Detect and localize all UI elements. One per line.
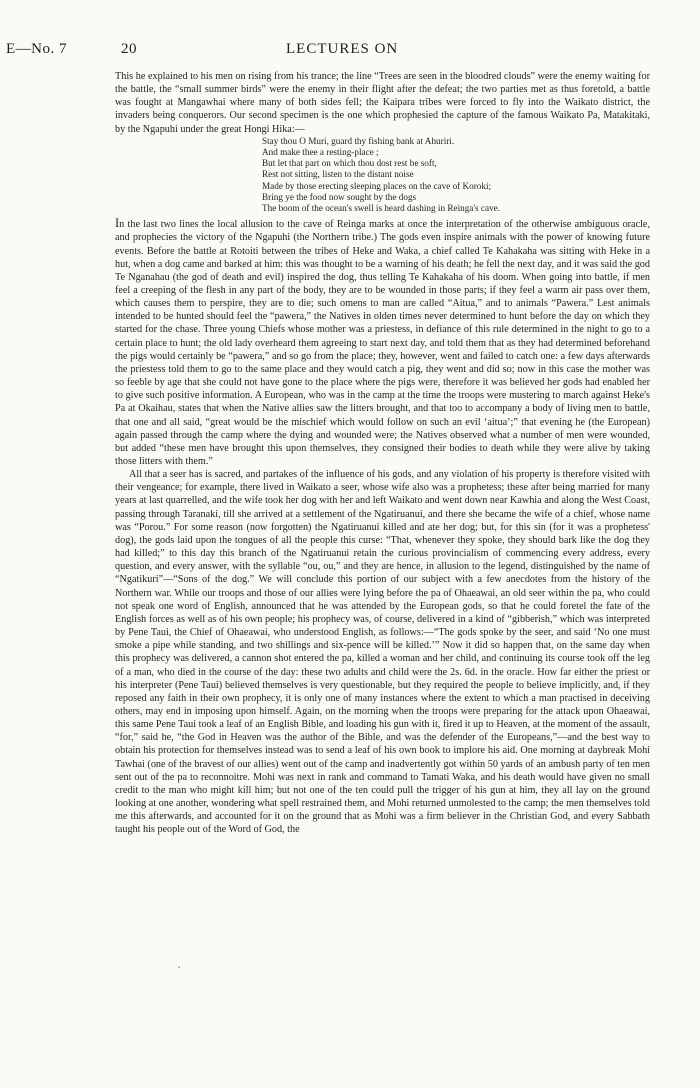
print-speck: ꞏ [178, 963, 181, 972]
paragraph-1: This he explained to his men on rising from his trance; the line “Trees are seen in the bloodred clouds” were the enemy waiting for the battle, the “small summer birds” were the enemy in their flight after the defeat; the two parties met as thus foretold, a battle was fought at Mangawhai where many of both sides fell; the Kaipara tribes were forced to fly into the Waikato district, the invaders being conquerors. Our second specimen is the one which prophesied the capture of the famous Waikato Pa, Matakitaki, by the Ngapuhi under the great Hongi Hika:— [115, 71, 650, 135]
paragraph-3: All that a seer has is sacred, and partakes of the influence of his gods, and any violation of his property is therefore visited with their vengeance; for example, there lived in Waikato a seer, whose wife also was a prophetess; these after being married for many years at last quarrelled, and the wife took her dog with her and left Waikato and went down near Kawhia and along the West Coast, passing through Taranaki, till she arrived at a settlement of the Ngatiruanui, and there she became the wife of a chief, whose name was “Porou.” For some reason (now forgotten) the Ngatiruanui killed and ate her dog; but, for this sin (for it was a prophetess' dog), the gods laid upon the tongues of all the people this curse: “That, whenever they spoke, they should bark like the dog they had killed;” to this day this branch of the Ngatiruanui retain the curious provincialism of commencing every address, every question, and every answer, with the syllable “ou, ou,” and they are hence, in allusion to the legend, distinguished by the name of “Ngatikuri”—“Sons of the dog.” We will conclude this portion of our subject with a few anecdotes from the history of the Northern war. While our troops and those of our allies were lying before the pa of Ohaeawai, an old seer within the pa, who could not speak one word of English, announced that he was attended by the European gods, so that he could foretel the fate of the English forces as well as of his own people; his prophecy was, of course, delivered in a kind of “gibberish,” which was interpreted by Pene Taui, the Chief of Ohaeawai, who understood English, as follows:—“The gods spoke by the seer, and said ‘No one must smoke a pipe while standing, and two shillings and six-pence will be killed.’” Now it did so happen that, on the same day when this prophecy was delivered, a cannon shot entered the pa, killed a woman and her child, and continuing its course took off the leg of a man, who died in the course of the day: these two adults and child were the 2s. 6d. in the oracle. How far either the priest or his interpreter (Pene Taui) believed themselves is very questionable, but they required the people to believe implicitly, and, if they reposed any faith in their own prophecy, it is only one of many instances where the extent to which a man practised in deceiving others, may end in imposing upon himself. Again, on the morning when the troops were preparing for the attack upon Ohaeawai, this same Pene Taui took a leaf of an English Bible, and loading his gun with it, fired it up to Heaven, at the moment of the assault, “for,” said he, “the God in Heaven was the author of the Bible, and was the defender of the Europeans,”—and the best way to obtain his protection for themselves instead was to send a leaf of his own book to implore his aid. One morning at daybreak Mohi Tawhai (one of the bravest of our allies) went out of the camp and inadvertently got within 50 yards of an ambush party of ten men sent out of the pa to reconnoitre. Mohi was next in rank and command to Tamati Waka, and his death would have given no small credit to the man who might kill him; but not one of the ten could pull the trigger of his gun at him, they all lay on the ground looking at one another, wondering what spell restrained them, and Mohi returned unmolested to the camp; the men themselves told me this afterwards, and accounted for it on the ground that as Mohi was a firm believer in the Christian God, and every Sabbath taught his people out of the Word of God, the [115, 469, 650, 836]
body-text [115, 70, 650, 837]
prophecy-verse [262, 136, 650, 214]
verse-line: And make thee a resting-place ; [262, 146, 379, 157]
verse-line: But let that part on which thou dost rest be soft, [262, 158, 437, 169]
page-number: 20 [121, 41, 137, 57]
paragraph-2-text: n the last two lines the local allusion to the cave of Reinga marks at once the interpretation of the otherwise ambiguous oracle, and prophecies the victory of the Ngapuhi (the Northern tribe.) The gods even inspire animals with the power of knowing future events. Before the battle at Rotoiti between the tribes of Heke and Waka, a chief called Te Kahakaha was sitting with Heke in a hut, when a dog came and barked at him: this was thought to be a warning of his death; he fell the next day, and it was said the god Te Nganahau (the god of death and evil) inspired the dog, thus telling Te Kahakaha of his doom. When going into battle, if men feel a creeping of the flesh in any part of the body, they are to be wounded in those parts; if they feel a warm air pass over them, which causes them to perspire, they are to die; such omens to man are called “Aitua,” and to animals “Pawera.” Lest animals intended to be hunted should feel the “pawera,” the Natives in olden times never determined to hunt before the day on which they started for the chase. Three young Chiefs whose mother was a priestess, in defiance of this rule determined in the night to go to a certain place to hunt; the old lady overheard them agreeing to start next day, and told them that as they had determined beforehand the pigs would certainly be “pawera,” and so go from the place; they, however, went and failed to catch one: a few days afterwards the priestess told them to go to the same place and they would catch a pig, they went and did so; now in this case the mother was so feeble by age that she could not have gone to the place where the pigs were, therefore it was believed her gods had enabled her to give such positive information. A European, who was in the camp at the time the troops were mustering to march against Heke's Pa at Okaihau, states that when the Native allies saw the litters brought, and that too to accompany a body of living men to battle, that one and all said, “great would be the mischief which would follow on such an evil ‘aitua’;” that evening he (the European) again passed through the camp where the dying and wounded were; the Natives observed what a number of men were wounded, but added “these men have brought this upon themselves, they consigned their bodies to death while they were alive by taking those litters with them.” [115, 219, 650, 468]
running-title: LECTURES ON [286, 41, 399, 57]
verse-line: Stay thou O Muri, guard thy fishing bank at Ahuriri. [262, 135, 455, 146]
paper-number: E—No. 7 [6, 41, 67, 57]
page-header [6, 41, 656, 61]
verse-line: Bring ye the food now sought by the dogs [262, 191, 417, 202]
verse-line: The boom of the ocean's swell is heard dashing in Reinga's cave. [262, 203, 501, 213]
initial-letter: I [115, 216, 120, 231]
verse-line: Made by those erecting sleeping places on the cave of Koroki; [262, 180, 492, 191]
verse-line: Rest not sitting, listen to the distant noise [262, 169, 414, 180]
paragraph-2 [115, 217, 650, 468]
